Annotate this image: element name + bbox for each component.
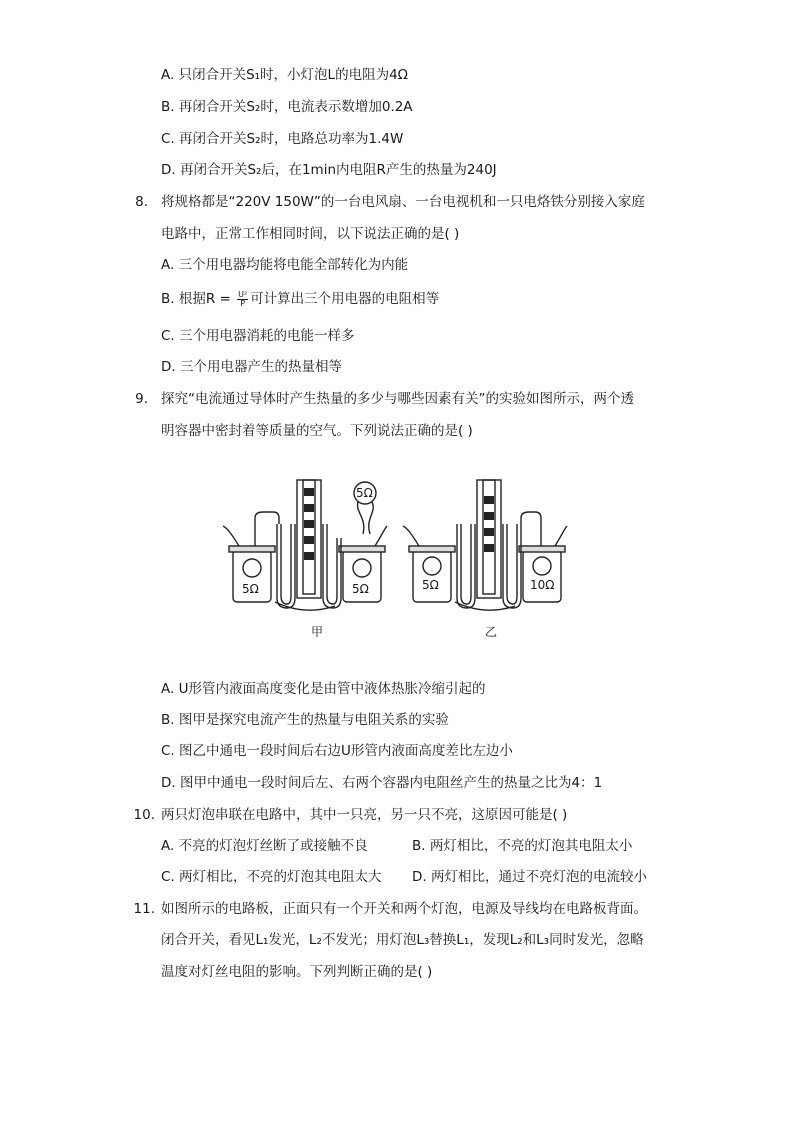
q9-option-b: B. 图甲是探究电流产生的热量与电阻关系的实验 — [161, 712, 449, 728]
fraction-denominator: P — [240, 298, 246, 308]
q9-option-c: C. 图乙中通电一段时间后右边U形管内液面高度差比左边小 — [161, 743, 513, 759]
q7-option-c: C. 再闭合开关S₂时，电路总功率为1.4W — [161, 131, 404, 147]
q9-number: 9. — [135, 391, 148, 407]
right-container-a-resistor: 5Ω — [422, 578, 439, 592]
q9-stem-line2: 明容器中密封着等质量的空气。下列说法正确的是( ) — [161, 423, 473, 439]
figure-label-yi: 乙 — [485, 625, 498, 639]
q8-option-a: A. 三个用电器均能将电能全部转化为内能 — [161, 257, 409, 273]
left-lid-a — [229, 546, 275, 552]
formula-fraction — [237, 291, 248, 308]
q11-stem-line2: 闭合开关，看见L₁发光，L₂不发光；用灯泡L₃替换L₁，发现L₂和L₃同时发光，忽略 — [161, 932, 644, 948]
q9-stem-line1: 探究“电流通过导体时产生热量的多少与哪些因素有关”的实验如图所示，两个透 — [161, 391, 634, 407]
q7-option-a: A. 只闭合开关S₁时，小灯泡L的电阻为4Ω — [161, 67, 408, 83]
experiment-figure — [215, 478, 580, 643]
top-resistor-label: 5Ω — [356, 486, 373, 500]
q10-option-d: D. 两灯相比，通过不亮灯泡的电流较小 — [412, 869, 647, 885]
q8-number: 8. — [135, 194, 148, 210]
q8-option-d: D. 三个用电器产生的热量相等 — [161, 359, 342, 375]
q8-stem-line2: 电路中，正常工作相同时间，以下说法正确的是( ) — [161, 226, 460, 242]
q7-option-b: B. 再闭合开关S₂时，电流表示数增加0.2A — [161, 99, 413, 115]
q10-number: 10. — [133, 807, 155, 823]
q8-option-b-prefix: B. 根据R = — [161, 291, 236, 307]
q10-option-b: B. 两灯相比，不亮的灯泡其电阻太小 — [412, 838, 633, 854]
figure-label-jia: 甲 — [311, 625, 324, 639]
q10-stem: 两只灯泡串联在电路中，其中一只亮，另一只不亮，这原因可能是( ) — [161, 807, 568, 823]
q11-stem-line3: 温度对灯丝电阻的影响。下列判断正确的是( ) — [161, 964, 433, 980]
q10-option-c: C. 两灯相比，不亮的灯泡其电阻太大 — [161, 869, 382, 885]
q8-option-c: C. 三个用电器消耗的电能一样多 — [161, 328, 355, 344]
apparatus-drawing — [215, 478, 580, 643]
q10-option-a: A. 不亮的灯泡灯丝断了或接触不良 — [161, 838, 368, 854]
right-container-b — [523, 550, 561, 602]
left-container-b-resistor: 5Ω — [352, 582, 369, 596]
left-container-a-resistor: 5Ω — [242, 582, 259, 596]
right-container-b-resistor: 10Ω — [530, 578, 555, 592]
q11-stem-line1: 如图所示的电路板，正面只有一个开关和两个灯泡，电源及导线均在电路板背面。 — [161, 901, 647, 917]
q9-option-a: A. U形管内液面高度变化是由管中液体热胀冷缩引起的 — [161, 681, 486, 697]
q8-stem-line1: 将规格都是“220V 150W”的一台电风扇、一台电视机和一只电烙铁分别接入家庭 — [161, 194, 645, 210]
right-container-a — [413, 550, 451, 602]
fraction-numerator: U² — [238, 289, 248, 299]
q8-option-b — [161, 289, 439, 309]
q9-option-d: D. 图甲中通电一段时间后左、右两个容器内电阻丝产生的热量之比为4：1 — [161, 775, 603, 791]
q7-option-d: D. 再闭合开关S₂后，在1min内电阻R产生的热量为240J — [161, 162, 497, 178]
q11-number: 11. — [133, 901, 155, 917]
q8-option-b-suffix: 可计算出三个用电器的电阻相等 — [250, 291, 440, 307]
